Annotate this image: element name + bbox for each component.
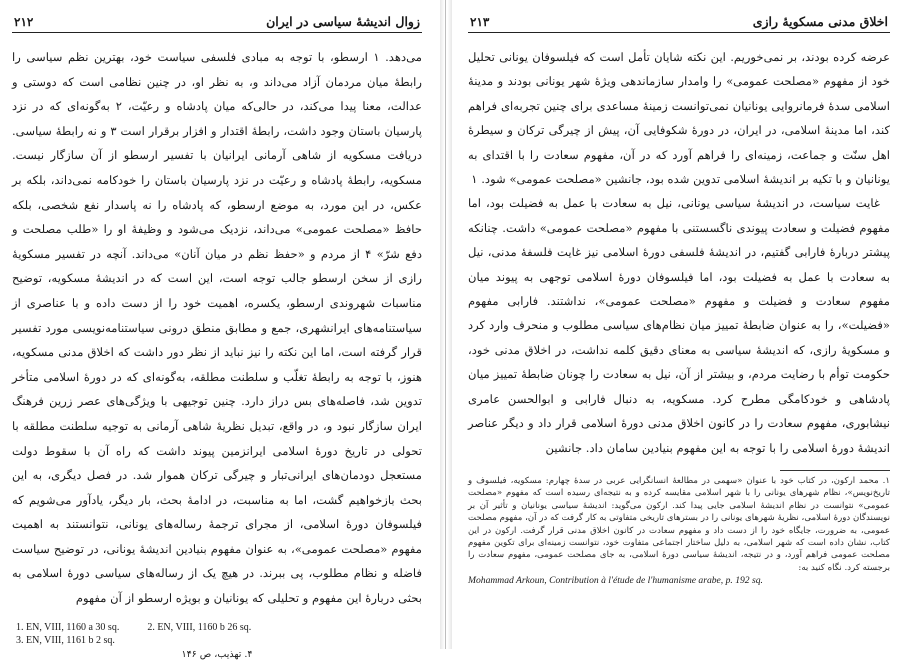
footnote: 2. EN, VIII, 1160 b 26 sq. bbox=[147, 621, 252, 633]
footnote-separator bbox=[780, 470, 890, 471]
footnote-row bbox=[16, 634, 422, 647]
footnotes bbox=[12, 621, 422, 647]
right-page bbox=[452, 0, 902, 649]
running-title: زوال اندیشهٔ سیاسی در ایران bbox=[266, 14, 420, 29]
footnote: 3. EN, VIII, 1161 b 2 sq. bbox=[16, 634, 115, 646]
right-page-body bbox=[468, 45, 890, 460]
left-page-body bbox=[12, 45, 422, 611]
paragraph: غایت سیاست، در اندیشهٔ سیاسی یونانی، نیل به سعادت با عمل به فضیلت بود، اما مفهوم فضیلت و سعادت پیوندی ناگسستنی با مفهوم «مصلحت عمومی» داشت. چنانکه پیشتر دربارهٔ فارابی گفتیم، در اندیشهٔ فلسفی دورهٔ اسلامی نیز غایت فلسفهٔ مدنی، نیل به سعادت با عمل به فضیلت بود، اما فیلسوفان دورهٔ اسلامی توجهی به پیوند میان مفهوم سعادت و فضیلت و مفهوم «مصلحت عمومی»، نداشتند. فارابی مفهوم «فضیلت»، را به عنوان ضابطهٔ تمییز میان نظام‌های سیاسی مطلوب و منحرف وارد کرد و مسکویهٔ رازی، که اندیشهٔ سیاسی به معنای دقیق کلمه نداشت، در اخلاق مدنی خود، حکومت توأم با رضایت مردم، و بیشتر از آن، نیل به سعادت را چونان ضابطهٔ تمییز میان پادشاهی و خودکامگی مطرح کرد. مسکویه، به دنبال فارابی و ابوالحسن عامری نیشابوری، مفهوم سعادت را در کانون اخلاق مدنی دورهٔ اسلامی قرار داد و دیگر عناصر اندیشهٔ دورهٔ اسلامی را با توجه به این مفهوم بنیادین سامان داد. جانشین bbox=[468, 196, 890, 455]
book-gutter bbox=[440, 0, 452, 649]
gutter-divider bbox=[445, 0, 446, 649]
footnote-persian: ۴. تهذیب، ص ۱۴۶ bbox=[181, 648, 253, 660]
running-title: اخلاق مدنی مسکویهٔ رازی bbox=[752, 14, 888, 29]
paragraph: می‌دهد. ۱ ارسطو، با توجه به مبادی فلسفی سیاست خود، بهترین نظم سیاسی را رابطهٔ میان مردمان آزاد می‌داند و، به نظر او، در چنین نظامی است که دوستی و عدالت، معنا پیدا می‌کند، در حالی‌که میان پادشاه و رعیّت، ۲ به‌گونه‌ای که در نزد پارسیان باستان وجود داشت، رابطهٔ اقتدار و افزار برقرار است ۳ و نه رابطهٔ سیاسی. دریافت مسکویه از شاهی آرمانی ایرانیان با تفسیر ارسطو از آن سازگار نیست. مسکویه، رابطهٔ پادشاه و رعیّت در نزد پارسیان باستان را خودکامه نمی‌داند، بلکه بر عکس، در این مورد، به موضع ارسطو، که پادشاه را نه پاسدار نفع شخصی، بلکه حافظ «مصلحت عمومی» می‌داند، نزدیک می‌شود و وظیفهٔ او را «طلب مصلحت و دفع شرّ» ۴ از مردم و «حفظ نظم در میان آنان» می‌داند. آنچه در تفسیر مسکویهٔ رازی از سخن ارسطو جالب توجه است، این است که در اندیشهٔ مسکویه، توضیح مناسبات شهروندی ارسطو، یکسره، اهمیت خود را از دست داده و با عناصری از سیاستنامه‌های ایرانشهری، جمع و مطابق منطق درونی سیاستنامه‌نویسی مورد تفسیر قرار گرفته است، اما این نکته را نیز نباید از نظر دور داشت که اخلاق مدنی مسکویه، هنوز، با توجه به رابطهٔ تغلّب و سلطنت مطلقه، به‌گونه‌ای که در دورهٔ اسلامی متأخر تدوین شد، فاصله‌های بس دراز دارد. چنین توجیهی با ویژگی‌های عصر زرین فرهنگ ایران سازگار نبود و، در واقع، تبدیل نظریهٔ شاهی آرمانی به توجیه سلطنت مطلقه با تحولی در تاریخ دورهٔ اسلامی ایرانزمین پیوند داشت که راه آن با سقوط دولت مستعجل دودمان‌های ایرانی‌تبار و چیرگی ترکان هموار شد. در فصل دیگری، به این بحث بازخواهیم گشت، اما به مناسبت، در ادامهٔ بحث، بار دیگر، یادآور می‌شویم که فیلسوفان دورهٔ اسلامی، از مجرای ترجمهٔ رساله‌های یونانی، نتوانستند به اهمیت مفهوم «مصلحت عمومی»، به عنوان مفهوم بنیادین اندیشهٔ یونانی، در توضیح سیاست فاضله و نظام مطلوب، پی ببرند. در هیچ یک از رساله‌های سیاسی دورهٔ اسلامی به بحثی دربارهٔ این مفهوم و تحلیلی که یونانیان و بویژه ارسطو از آن مفهوم bbox=[12, 50, 423, 606]
left-page bbox=[0, 0, 440, 660]
paragraph: عرضه کرده بودند، بر نمی‌خوریم. این نکته شایان تأمل است که فیلسوفان یونانی تحلیل خود از مفهوم «مصلحت عمومی» را وامدار سازماندهی ویژهٔ شهر یونانی بودند و مدینهٔ اسلامی سدهٔ فرمانروایی یونانیان نمی‌توانست زمینهٔ مساعدی برای چنین تجربه‌ای فراهم کند، اما مدینهٔ اسلامی، در ایران، در دورهٔ شکوفایی آن، پیش از چیرگی ترکان و سیطرهٔ اهل سنّت و جماعت، زمینه‌ای را فراهم آورد که در آن، مفهوم سعادت را با اقتدای به یونانیان و با تکیه بر اندیشهٔ اسلامی تدوین شده بود، جانشین «مصلحت عمومی» شود. ۱ bbox=[468, 50, 890, 187]
footnote: 1. EN, VIII, 1160 a 30 sq. bbox=[16, 621, 120, 633]
footnote-row bbox=[16, 621, 422, 634]
footnote-citation: Mohammad Arkoun, Contribution à l'étude de l'humanisme arabe, p. 192 sq. bbox=[468, 575, 763, 587]
page-number: ۲۱۲ bbox=[14, 15, 34, 29]
left-page-header bbox=[12, 14, 422, 33]
right-page-header bbox=[468, 14, 890, 33]
page-number: ۲۱۳ bbox=[470, 15, 490, 29]
footnote: ۱. محمد ارکون، در کتاب خود با عنوان «سهمی در مطالعهٔ انسانگرایی عربی در سدهٔ چهارم: مسکویه، فیلسوف و تاریخ‌نویس»، نظام شهرهای یونانی را با شهر اسلامی مقایسه کرده و به نتیجه‌ای رسیده است که مفهوم «مصلحت عمومی» نتوانست در نظام اندیشهٔ اسلامی جایی پیدا کند. ارکون می‌گوید: اندیشهٔ سیاسی یونانیان و تأثیر آن بر نویسندگان دورهٔ اسلامی، نظریهٔ شهرهای یونانی را در بسترهای تاریخی متفاوتی به کار گرفت که در آن، مفهوم مصلحت عمومی، به ضرورت، جایگاه خود را از دست داد و مفهوم سعادت در کانون اخلاق مدنی قرار گرفت. ارکون در این کتاب، نشان داده است که شهر اسلامی، به دلیل ساختار اجتماعی متفاوت خود، نتوانست زمینه‌ای برای تکوین مفهوم مصلحت عمومی فراهم آورد، و در نتیجه، اندیشهٔ سیاسی دورهٔ اسلامی، به جای مصلحت عمومی، مفهوم سعادت را برجسته کرد. نگاه کنید به: bbox=[468, 475, 890, 573]
